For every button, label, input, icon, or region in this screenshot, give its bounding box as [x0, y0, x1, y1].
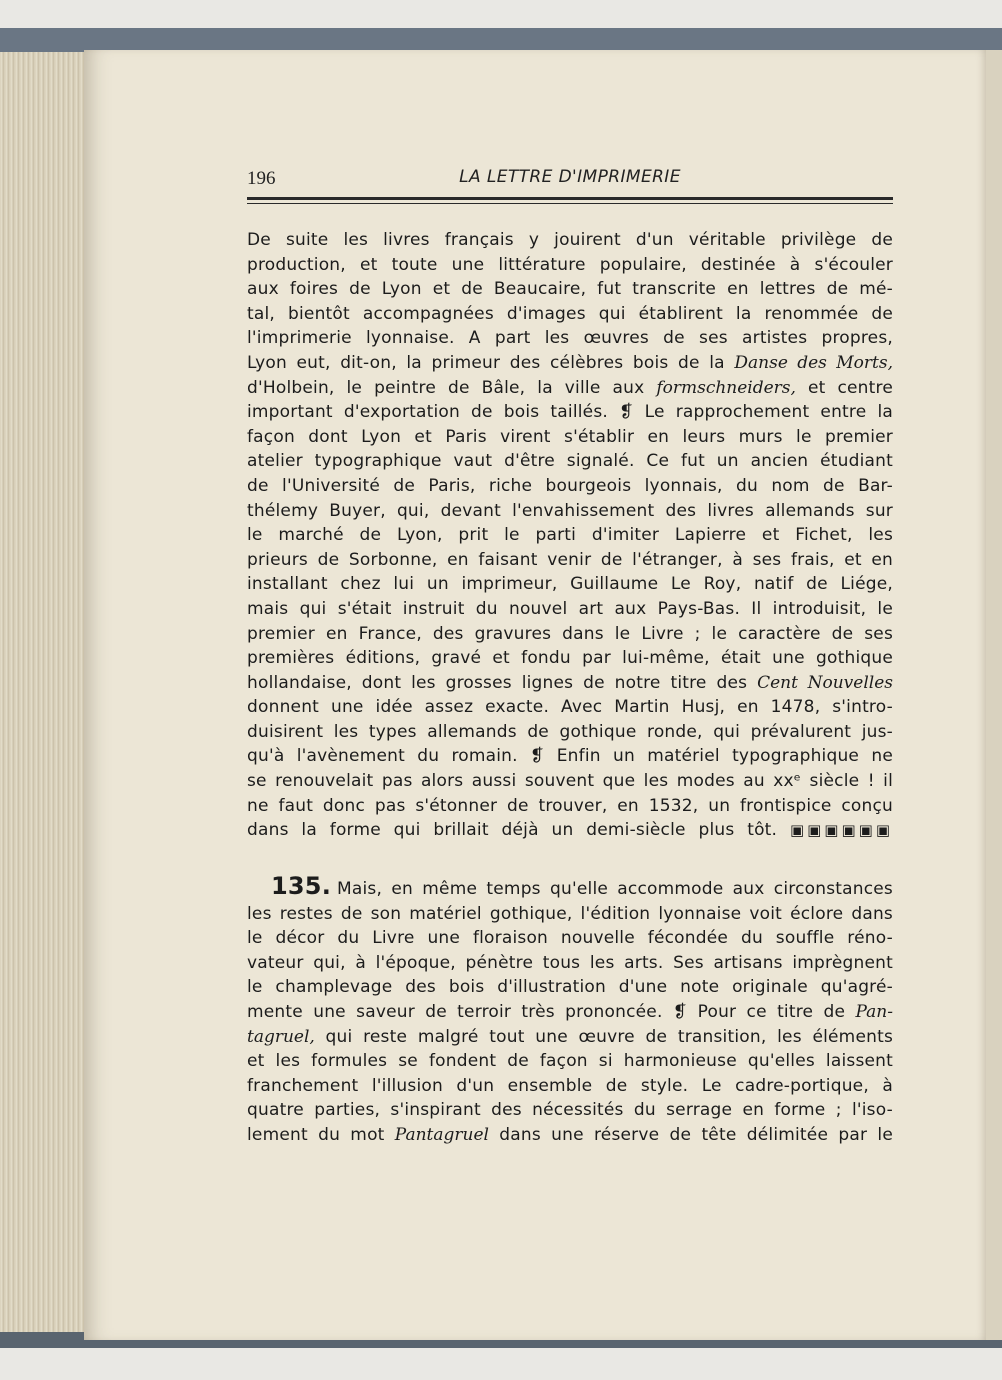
text-line: l'imprimerie lyonnaise. A part les œuvres de ses artistes propres,: [247, 328, 893, 349]
text-line: franchement l'illusion d'un ensemble de style. Le cadre-portique, à: [247, 1075, 893, 1096]
text-line: prieurs de Sorbonne, en faisant venir de l'étranger, à ses frais, et en: [247, 549, 893, 570]
page-number: 196: [247, 168, 276, 189]
text-line: De suite les livres français y jouirent d'un véritable privilège de: [247, 230, 893, 250]
text-line: et les formules se fondent de façon si harmonieuse qu'elles laissent: [247, 1051, 893, 1072]
header-rule-thin: [247, 203, 893, 204]
italic-title: Pantagruel: [394, 1124, 489, 1145]
text-line: ne faut donc pas s'étonner de trouver, en 1532, un frontispice conçu: [247, 795, 893, 816]
text-line: 135. Mais, en même temps qu'elle accommode aux circonstances: [247, 874, 893, 902]
text-line: vateur qui, à l'époque, pénètre tous les arts. Ses artisans imprègnent: [247, 952, 893, 973]
ornament-row: ▣▣▣▣▣▣: [789, 821, 893, 840]
italic-title: Pan-: [855, 1001, 893, 1022]
text-line: premières éditions, gravé et fondu par lui-même, était une gothique: [247, 648, 893, 669]
italic-term: formschneiders,: [656, 377, 796, 398]
cover-top-edge: [0, 28, 1002, 52]
header-rule-thick: [247, 197, 893, 200]
text-line: quatre parties, s'inspirant des nécessités du serrage en forme ; l'iso-: [247, 1100, 893, 1121]
text-line: thélemy Buyer, qui, devant l'envahissement des livres allemands sur: [247, 500, 893, 521]
text-line: Lyon eut, dit-on, la primeur des célèbres bois de la Danse des Morts,: [247, 352, 894, 373]
text-line: tal, bientôt accompagnées d'images qui établirent la renommée de: [247, 303, 893, 324]
text-line: donnent une idée assez exacte. Avec Martin Husj, en 1478, s'intro-: [247, 697, 893, 718]
text-line: premier en France, des gravures dans le Livre ; le caractère de ses: [247, 623, 893, 644]
text-line: se renouvelait pas alors aussi souvent que les modes au xxᵉ siècle ! il: [247, 771, 893, 792]
text-line: hollandaise, dont les grosses lignes de notre titre des Cent Nouvelles: [247, 672, 893, 693]
text-line: le marché de Lyon, prit le parti d'imiter Lapierre et Fichet, les: [247, 525, 893, 546]
italic-title: Danse des Morts,: [734, 352, 894, 373]
text-line: façon dont Lyon et Paris virent s'établir en leurs murs le premier: [247, 426, 893, 447]
running-header: [247, 168, 893, 196]
text-line: le champlevage des bois d'illustration d'une note originale qu'agré-: [247, 977, 893, 998]
text-line: duisirent les types allemands de gothique ronde, qui prévalurent jus-: [247, 721, 893, 742]
text-line: d'Holbein, le peintre de Bâle, la ville aux formschneiders, et centre: [247, 377, 893, 398]
text-line: dans la forme qui brillait déjà un demi-siècle plus tôt. ▣▣▣▣▣▣: [247, 818, 893, 843]
italic-title: tagruel,: [247, 1026, 315, 1047]
running-title: LA LETTRE D'IMPRIMERIE: [459, 167, 681, 187]
text-line: tagruel, qui reste malgré tout une œuvre de transition, les éléments: [247, 1026, 893, 1047]
section-number: 135.: [271, 872, 332, 900]
text-line: production, et toute une littérature populaire, destinée à s'écouler: [247, 254, 893, 275]
text-line: qu'à l'avènement du romain. ❡ Enfin un matériel typographique ne: [247, 746, 893, 767]
text-line: atelier typographique vaut d'être signalé. Ce fut un ancien étudiant: [247, 451, 893, 472]
text-line: important d'exportation de bois taillés. ❡ Le rapprochement entre la: [247, 402, 893, 423]
paragraph-1: [247, 228, 893, 843]
text-line: mente une saveur de terroir très prononcée. ❡ Pour ce titre de Pan-: [247, 1001, 893, 1022]
text-line: installant chez lui un imprimeur, Guillaume Le Roy, natif de Liége,: [247, 574, 893, 595]
italic-title: Cent Nouvelles: [757, 672, 893, 693]
text-line: mais qui s'était instruit du nouvel art aux Pays-Bas. Il introduisit, le: [247, 598, 893, 619]
page-stack-edge: [0, 52, 86, 1332]
paragraph-2: [247, 874, 893, 1148]
page-right-edge: [986, 50, 1002, 1340]
text-line: aux foires de Lyon et de Beaucaire, fut transcrite en lettres de mé-: [247, 279, 893, 300]
text-line: le décor du Livre une floraison nouvelle fécondée du souffle réno-: [247, 928, 893, 949]
text-line: les restes de son matériel gothique, l'édition lyonnaise voit éclore dans: [247, 903, 893, 924]
text-line: de l'Université de Paris, riche bourgeois lyonnais, du nom de Bar-: [247, 475, 893, 496]
text-line: lement du mot Pantagruel dans une réserve de tête délimitée par le: [247, 1124, 893, 1145]
